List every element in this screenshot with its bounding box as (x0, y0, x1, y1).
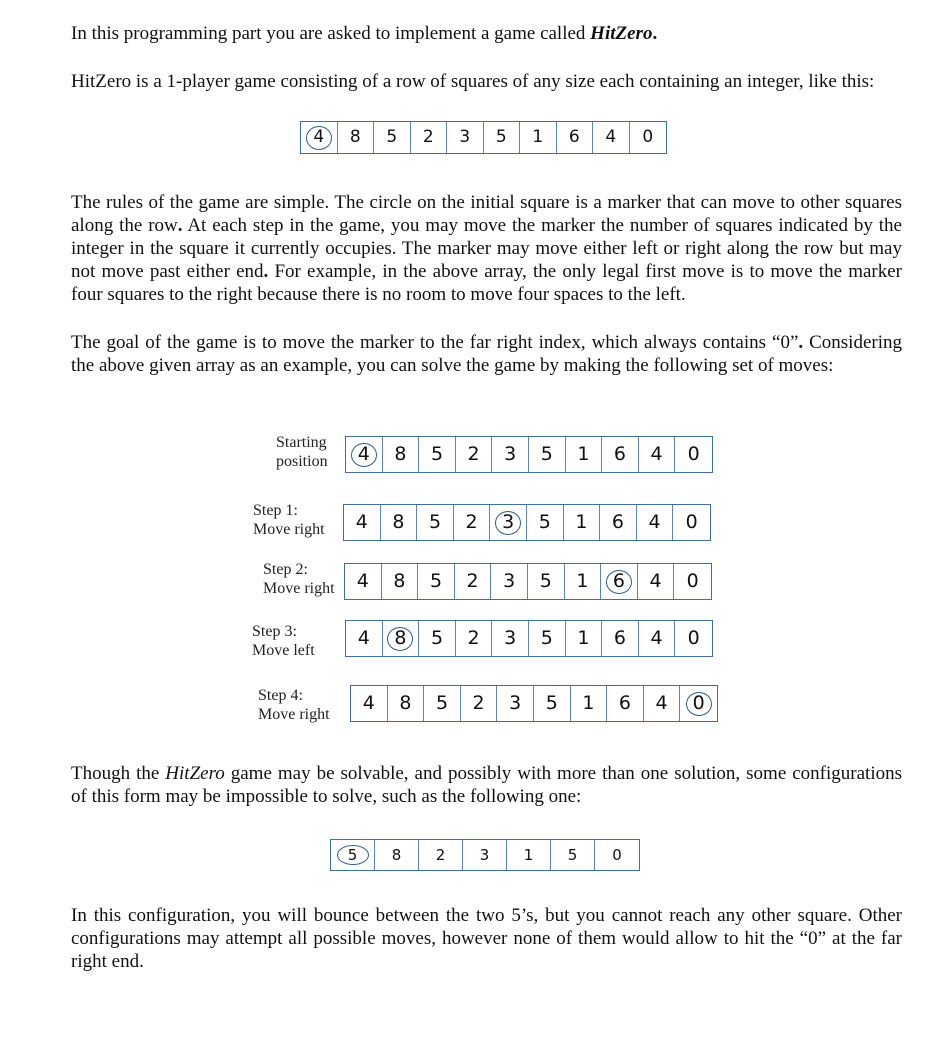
step-array-cell (383, 621, 420, 656)
step-label-line1: Step 2: (263, 561, 308, 578)
step-array-value: 6 (618, 692, 631, 714)
example-array-value: 4 (313, 127, 325, 147)
step-array-value: 8 (393, 570, 406, 592)
step-array-cell (602, 437, 639, 472)
step-array-cell (528, 564, 565, 599)
intro-paragraph (71, 22, 902, 45)
step-array-cell (490, 505, 527, 540)
step-array-cell (529, 621, 566, 656)
step-array (345, 436, 713, 473)
description-paragraph (71, 70, 902, 93)
step-array-cell (351, 686, 388, 721)
step-array-value: 5 (435, 692, 449, 714)
step-array-value: 1 (577, 443, 590, 465)
unsolvable-array-cell (463, 840, 507, 870)
step-label-line1: Step 1: (253, 502, 298, 519)
step-array-cell (456, 621, 493, 656)
unsolvable-array-cell (595, 840, 639, 870)
step-array-cell (673, 505, 710, 540)
step-array-value: 6 (612, 570, 625, 592)
step-array-value: 8 (392, 511, 405, 533)
step-array-cell (492, 621, 529, 656)
step-array-value: 6 (611, 511, 624, 533)
step-array-cell (680, 686, 717, 721)
step-array-cell (674, 564, 711, 599)
rules-paragraph (71, 191, 902, 306)
step-array-value: 0 (685, 511, 698, 533)
step-array-cell (527, 505, 564, 540)
game-name: HitZero (590, 23, 653, 44)
step-array-cell (601, 564, 638, 599)
step-array-value: 1 (582, 692, 595, 714)
step-array-cell (644, 686, 681, 721)
step-array-value: 1 (575, 511, 588, 533)
step-label-line1: Step 3: (252, 623, 297, 640)
example-array-cell (630, 122, 667, 153)
step-array-value: 3 (503, 570, 516, 592)
step-array-value: 5 (429, 570, 443, 592)
step-array-value: 2 (472, 692, 485, 714)
step-array-value: 0 (687, 443, 700, 465)
description-text: HitZero is a 1-player game consisting of a row of squares of any size each containing an integer, like this: (71, 71, 875, 92)
step-array-value: 4 (355, 511, 368, 533)
step-array-cell (638, 564, 675, 599)
step-array-cell (564, 505, 601, 540)
step-label-line1: Starting (276, 434, 327, 451)
step-array-cell (454, 505, 491, 540)
step-array-value: 8 (394, 627, 407, 649)
step-array-cell (344, 505, 381, 540)
step-label-line2: Move left (252, 642, 315, 659)
example-array-cell (557, 122, 594, 153)
unsolvable-array-value: 3 (479, 845, 490, 864)
step-array-value: 6 (613, 627, 626, 649)
step-array-value: 0 (687, 627, 700, 649)
step-array-value: 4 (650, 443, 663, 465)
step-array-cell (639, 437, 676, 472)
unsolvable-array-cell (331, 840, 375, 870)
example-array-cell (593, 122, 630, 153)
goal-paragraph (71, 331, 902, 377)
step-array-value: 8 (394, 443, 407, 465)
step-array-value: 5 (428, 511, 442, 533)
step-array-cell (675, 621, 712, 656)
example-array (300, 121, 667, 154)
example-array-value: 8 (349, 127, 361, 147)
step-array-value: 2 (465, 511, 478, 533)
rules-text-2: At each step in the game, you may move the marker the number of squares indicated by the integer in the square it currently occupies. The marker may move either left or right along the row but may not move past either end (71, 215, 902, 282)
unsolvable-text-before: Though the (71, 763, 166, 784)
step-array-value: 5 (539, 570, 552, 592)
step-array-value: 3 (509, 692, 522, 714)
step-array-value: 4 (649, 570, 662, 592)
example-array-value: 6 (568, 127, 580, 147)
unsolvable-paragraph (71, 762, 902, 808)
example-array-value: 1 (532, 127, 544, 147)
step-array-cell (637, 505, 674, 540)
step-label (252, 622, 315, 660)
step-array-cell (534, 686, 571, 721)
step-label (263, 560, 335, 598)
example-array-value: 3 (459, 127, 471, 147)
step-array (350, 685, 718, 722)
step-array-value: 2 (467, 443, 480, 465)
step-array-cell (675, 437, 712, 472)
step-array-value: 4 (357, 443, 370, 465)
step-label-line2: Move right (263, 580, 335, 597)
unsolvable-array-cell (375, 840, 419, 870)
step-array (345, 620, 713, 657)
example-array-cell (447, 122, 484, 153)
example-array-cell (338, 122, 375, 153)
step-array-value: 4 (648, 511, 661, 533)
example-array-cell (374, 122, 411, 153)
unsolvable-array-value: 5 (567, 845, 578, 864)
step-array-value: 3 (504, 443, 517, 465)
step-array-cell (382, 564, 419, 599)
step-array-cell (456, 437, 493, 472)
step-array-cell (497, 686, 534, 721)
conclusion-text: In this configuration, you will bounce between the two 5’s, but you cannot reach any other square. Other configurations may attempt all possible moves, however none of them would allow to hit the “0” at the far right end. (71, 905, 902, 972)
step-label-line2: Move right (253, 521, 325, 538)
step-array-cell (566, 621, 603, 656)
step-array-cell (461, 686, 498, 721)
step-array-value: 1 (577, 627, 590, 649)
unsolvable-array (330, 839, 640, 871)
step-array-cell (492, 437, 529, 472)
step-label-line1: Step 4: (258, 687, 303, 704)
example-array-value: 2 (422, 127, 434, 147)
unsolvable-array-value: 2 (435, 845, 446, 864)
step-array-cell (455, 564, 492, 599)
unsolvable-array-value: 0 (612, 845, 622, 864)
intro-text-before: In this programming part you are asked to implement a game called (71, 23, 591, 44)
unsolvable-array-value: 5 (347, 845, 358, 864)
step-array-value: 5 (540, 443, 553, 465)
unsolvable-array-cell (507, 840, 551, 870)
step-array-cell (419, 621, 456, 656)
rules-text-1: The rules of the game are simple. The circle on the initial square is a marker that can move to other squares along the row (71, 192, 902, 236)
step-label (253, 501, 325, 539)
example-array-cell (411, 122, 448, 153)
step-array-cell (381, 505, 418, 540)
step-label-line2: position (276, 453, 328, 470)
step-array-cell (345, 564, 382, 599)
example-array-cell (484, 122, 521, 153)
step-array-value: 6 (613, 443, 626, 465)
step-array-cell (346, 621, 383, 656)
step-array-cell (418, 564, 455, 599)
step-array-value: 3 (502, 511, 515, 533)
step-array-value: 0 (686, 570, 699, 592)
step-array-cell (388, 686, 425, 721)
unsolvable-text-after: game may be solvable, and possibly with more than one solution, some configurations of this form may be impossible to solve, such as the following one: (71, 763, 902, 807)
step-array-value: 1 (576, 570, 589, 592)
step-array-value: 3 (504, 627, 517, 649)
example-array-value: 5 (495, 127, 507, 147)
rules-text-3: For example, in the above array, the only legal first move is to move the marker four squares to the right because there is no room to move four spaces to the left. (71, 261, 902, 305)
step-label-line2: Move right (258, 706, 330, 723)
unsolvable-array-cell (551, 840, 595, 870)
conclusion-paragraph (71, 904, 902, 973)
rules-dot-2: . (263, 261, 269, 282)
goal-text-1: The goal of the game is to move the marker to the far right index, which always contains “0” (71, 332, 799, 353)
example-array-cell (520, 122, 557, 153)
unsolvable-array-cell (419, 840, 463, 870)
step-array-cell (419, 437, 456, 472)
step-array-cell (383, 437, 420, 472)
step-array-cell (424, 686, 461, 721)
goal-text-2: Considering the above given array as an example, you can solve the game by making the following set of moves: (71, 332, 902, 376)
unsolvable-game-name: HitZero (165, 763, 225, 784)
step-array (344, 563, 712, 600)
step-array-value: 4 (362, 692, 375, 714)
step-array-value: 4 (655, 692, 668, 714)
unsolvable-array-value: 8 (391, 845, 402, 864)
example-array-value: 0 (642, 127, 654, 147)
step-array-cell (417, 505, 454, 540)
step-array-value: 0 (692, 692, 705, 714)
step-array (343, 504, 711, 541)
step-array-value: 2 (466, 570, 479, 592)
step-array-value: 2 (467, 627, 480, 649)
step-label (258, 686, 330, 724)
goal-dot: . (798, 332, 804, 353)
step-array-cell (602, 621, 639, 656)
step-array-cell (639, 621, 676, 656)
step-array-value: 5 (538, 511, 551, 533)
step-array-value: 5 (540, 627, 553, 649)
step-array-cell (600, 505, 637, 540)
rules-dot-1: . (177, 215, 183, 236)
example-array-value: 5 (386, 127, 398, 147)
step-array-cell (571, 686, 608, 721)
step-array-cell (529, 437, 566, 472)
step-array-value: 4 (650, 627, 663, 649)
step-label (276, 433, 328, 471)
step-array-value: 4 (356, 570, 369, 592)
step-array-value: 5 (430, 443, 444, 465)
step-array-cell (491, 564, 528, 599)
example-array-cell (301, 122, 338, 153)
intro-text-after: . (652, 23, 658, 44)
unsolvable-array-value: 1 (523, 845, 534, 864)
step-array-value: 5 (545, 692, 558, 714)
step-array-cell (566, 437, 603, 472)
step-array-cell (607, 686, 644, 721)
step-array-value: 8 (399, 692, 412, 714)
step-array-value: 4 (357, 627, 370, 649)
step-array-value: 5 (430, 627, 444, 649)
example-array-value: 4 (605, 127, 617, 147)
step-array-cell (565, 564, 602, 599)
step-array-cell (346, 437, 383, 472)
